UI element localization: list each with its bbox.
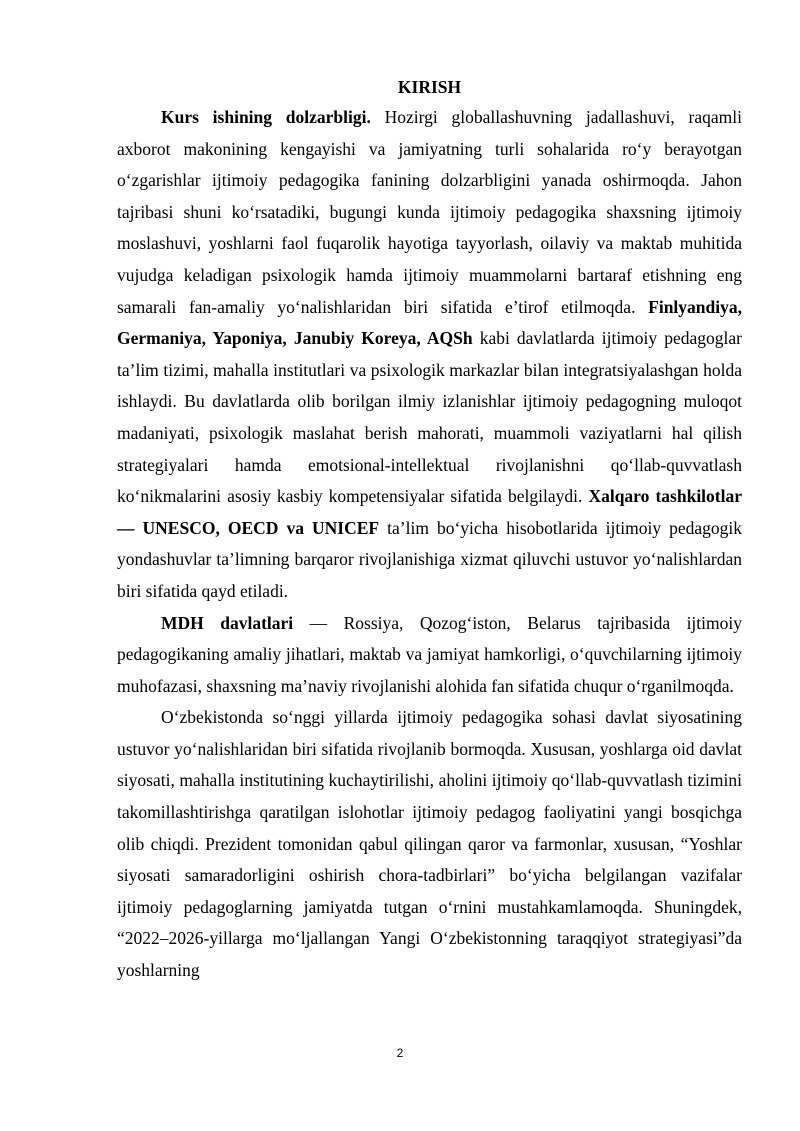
countries-list: Finlyandiya, Germaniya, Yaponiya, Janubiy Koreya, AQSh — [117, 296, 742, 349]
page-number: 2 — [396, 1046, 404, 1060]
paragraph-text: Hozirgi globallashuvning jadallashuvi, raqamli axborot makonining kengayishi va jamiyatning turli sohalarida ro‘y berayotgan o‘zgarishlar ijtimoiy pedagogika fanining dolzarbligini yanada oshirmoqda. Jahon tajribasi shuni ko‘rsatadiki, bugungi kunda ijtimoiy pedagogika shaxsning ijtimoiy moslashuvi, yoshlarni faol fuqarolik hayotiga tayyorlash, oilaviy va maktab muhitida vujudga keladigan psixologik hamda ijtimoiy muammolarni bartaraf etishning eng samarali fan-amaliy yo‘nalishlaridan biri sifatida e’tirof etilmoqda. — [117, 107, 742, 317]
paragraph-text: — Rossiya, Qozog‘iston, Belarus tajribasida ijtimoiy pedagogikaning amaliy jihatlari, maktab va jamiyat hamkorligi, o‘quvchilarning ijtimoiy muhofazasi, shaxsning ma’naviy rivojlanishi alohida fan sifatida chuqur o‘rganilmoqda. — [117, 612, 742, 696]
paragraph-relevance — [117, 102, 742, 608]
paragraph-cis — [117, 608, 742, 703]
section-title: KIRISH — [397, 77, 462, 97]
paragraph-text: kabi davlatlarda ijtimoiy pedagoglar ta’lim tizimi, mahalla institutlari va psixologik markazlar bilan integratsiyalashgan holda ishlaydi. Bu davlatlarda olib borilgan ilmiy izlanishlar ijtimoiy pedagogning muloqot madaniyati, psixologik maslahat berish mahorati, muammoli vaziyatlarni hal qilish strategiyalari hamda emotsional-intellektual rivojlanishni qo‘llab-quvvatlash ko‘nikmalarini asosiy kasbiy kompetensiyalar sifatida belgilaydi. — [117, 328, 742, 507]
document-page — [117, 72, 742, 987]
paragraph-text: ta’lim bo‘yicha hisobotlarida ijtimoiy pedagogik yondashuvlar ta’limning barqaror rivojlanishiga xizmat qiluvchi ustuvor yo‘nalishlardan biri sifatida qayd etiladi. — [117, 517, 742, 601]
lead-heading: Kurs ishining dolzarbligi. — [161, 107, 371, 127]
lead-heading: MDH davlatlari — [161, 612, 294, 633]
paragraph-uzbekistan: O‘zbekistonda so‘nggi yillarda ijtimoiy pedagogika sohasi davlat siyosatining ustuvor yo‘nalishlaridan biri sifatida rivojlanib bormoqda. Xususan, yoshlarga oid davlat siyosati, mahalla institutining kuchaytirilishi, aholini ijtimoiy qo‘llab-quvvatlash tizimini takomillashtirishga qaratilgan islohotlar ijtimoiy pedagog faoliyatini yangi bosqichga olib chiqdi. Prezident tomonidan qabul qilingan qaror va farmonlar, xususan, “Yoshlar siyosati samaradorligini oshirish chora-tadbirlari” bo‘yicha belgilangan vazifalar ijtimoiy pedagoglarning jamiyatda tutgan o‘rnini mustahkamlamoqda. Shuningdek, “2022–2026-yillarga mo‘ljallangan Yangi O‘zbekistonning taraqqiyot strategiyasi”da yoshlarning — [117, 707, 742, 981]
organizations-list: Xalqaro tashkilotlar — UNESCO, OECD va UNICEF — [117, 486, 743, 538]
